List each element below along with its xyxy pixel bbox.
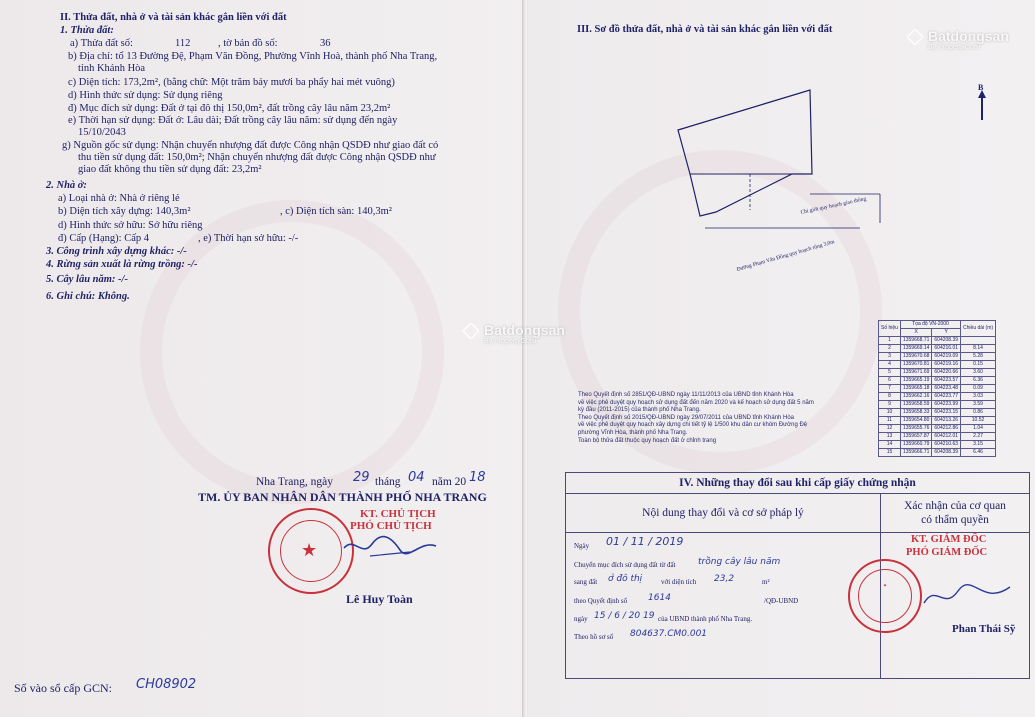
coord-header-system: Tọa độ VN-2000 — [900, 321, 960, 329]
coord-row — [879, 337, 996, 345]
coord-cell: 0.86 — [961, 409, 996, 417]
coord-cell: 6.46 — [961, 449, 996, 457]
usage-term-line-2: 15/10/2043 — [78, 127, 126, 138]
coord-cell: 1359670.68 — [900, 353, 931, 361]
coord-cell: 604223.99 — [932, 401, 961, 409]
coord-cell: 604212.01 — [932, 433, 961, 441]
coordinates-body — [879, 337, 996, 457]
coord-cell: 10.52 — [961, 417, 996, 425]
coord-cell: 1359660.79 — [900, 441, 931, 449]
entry-decision-date: 15 / 6 / 20 19 — [594, 611, 655, 621]
coord-cell: 11 — [879, 417, 901, 425]
parcel-boundary — [678, 90, 812, 216]
coord-cell: 604216.01 — [932, 345, 961, 353]
note-line: Theo Quyết định số 2015/QĐ-UBND ngày 29/07/2011 của UBND tỉnh Khánh Hòa — [578, 414, 795, 421]
section-iii-title: III. Sơ đồ thửa đất, nhà ở và tài sản khác gắn liền với đất — [577, 24, 833, 35]
watermark-center: Batdongsan By PropertyGuru — [462, 322, 565, 345]
note-line: về việc phê duyệt quy hoạch sử dụng đất đến năm 2020 và kế hoạch sử dụng đất 5 năm — [578, 399, 814, 406]
entry-file-value: 804637.CM0.001 — [630, 629, 708, 639]
map-sheet-value: 36 — [320, 38, 331, 49]
note-line: kỳ đầu (2011-2015) của thành phố Nha Trang. — [578, 407, 701, 414]
coord-cell: 1359665.18 — [900, 385, 931, 393]
note-line: 6. Ghi chú: Không. — [46, 291, 130, 302]
entry-date-label: Ngày — [574, 542, 590, 550]
entry-date-value: 01 / 11 / 2019 — [606, 535, 684, 548]
coord-cell: 604223.57 — [932, 377, 961, 385]
coord-row — [879, 433, 996, 441]
origin-line-1: g) Nguồn gốc sử dụng: Nhận chuyển nhượng đất được Công nhận QSDĐ như giao đất có — [62, 140, 439, 151]
coord-cell: 1359665.19 — [900, 377, 931, 385]
coord-cell: 604223.48 — [932, 385, 961, 393]
land-heading: 1. Thửa đất: — [60, 25, 114, 36]
coord-cell: 604219.09 — [932, 353, 961, 361]
gcn-registry-value: CH08902 — [136, 677, 197, 692]
house-build-area: b) Diện tích xây dựng: 140,3m² — [58, 206, 191, 217]
coord-row — [879, 369, 996, 377]
coord-cell: 1359657.87 — [900, 433, 931, 441]
signer-name-right: Phan Thái Sỹ — [952, 623, 1016, 635]
coord-cell: 14 — [879, 441, 901, 449]
coord-cell: 604213.26 — [932, 417, 961, 425]
coord-cell: 604220.66 — [932, 369, 961, 377]
coord-row — [879, 377, 996, 385]
north-label: B — [978, 83, 984, 92]
parcel-number-label: a) Thửa đất số: — [70, 38, 133, 49]
plan-label: Chỉ giới quy hoạch giao thông — [800, 196, 867, 216]
house-type-line: a) Loại nhà ở: Nhà ở riêng lẻ — [58, 193, 180, 204]
coord-cell: 1359658.33 — [900, 409, 931, 417]
issue-month-label: tháng — [375, 476, 401, 488]
coord-row — [879, 441, 996, 449]
usage-form-line: d) Hình thức sử dụng: Sử dụng riêng — [68, 90, 223, 101]
planning-notes — [578, 392, 878, 445]
coord-row — [879, 449, 996, 457]
coord-row — [879, 345, 996, 353]
coord-cell: 1359658.59 — [900, 401, 931, 409]
origin-line-2: thu tiền sử dụng đất: 150,0m²; Nhận chuyển nhượng đất được Công nhận QSDĐ như — [78, 152, 436, 163]
house-floor-area: , c) Diện tích sàn: 140,3m² — [280, 206, 392, 217]
section-ii-title: II. Thửa đất, nhà ở và tài sản khác gắn liền với đất — [60, 12, 287, 23]
brand-logo-icon — [462, 322, 480, 340]
official-seal-right — [848, 559, 922, 633]
coord-cell: 604208.39 — [932, 449, 961, 457]
house-grade: đ) Cấp (Hạng): Cấp 4 — [58, 233, 149, 244]
house-ownership-line: d) Hình thức sở hữu: Sở hữu riêng — [58, 220, 203, 231]
coord-cell: 3.59 — [961, 401, 996, 409]
coord-cell: 604210.63 — [932, 441, 961, 449]
coord-cell: 1359666.71 — [900, 449, 931, 457]
house-term: , e) Thời hạn sở hữu: -/- — [198, 233, 299, 244]
coord-cell: 604212.86 — [932, 425, 961, 433]
coord-cell: 8.14 — [961, 345, 996, 353]
coord-header-length: Chiều dài (m) — [961, 321, 996, 337]
coord-row — [879, 353, 996, 361]
entry-area-value: 23,2 — [714, 574, 735, 584]
coord-cell: 1359671.69 — [900, 369, 931, 377]
confirm-header-line-2: có thẩm quyền — [921, 514, 989, 526]
issue-day: 29 — [353, 470, 370, 485]
coord-row — [879, 361, 996, 369]
coord-cell: 3.15 — [961, 441, 996, 449]
note-line: phường Vĩnh Hòa, thành phố Nha Trang. — [578, 429, 688, 436]
note-line: Toàn bộ thửa đất thuộc quy hoạch đất ở chỉnh trang — [578, 437, 717, 444]
entry-decision-issuer: của UBND thành phố Nha Trang. — [658, 615, 753, 623]
coord-cell: 9 — [879, 401, 901, 409]
coord-cell: 1359654.80 — [900, 417, 931, 425]
coord-cell: 1359670.81 — [900, 361, 931, 369]
usage-purpose-line: đ) Mục đích sử dụng: Đất ở tại đô thị 150,0m², đất trồng cây lâu năm 23,2m² — [68, 103, 391, 114]
entry-decision-label: theo Quyết định số — [574, 597, 628, 605]
kt-chairman: KT. CHỦ TỊCH — [360, 508, 436, 520]
signer-name-left: Lê Huy Toàn — [346, 592, 413, 606]
coord-cell: 0.09 — [961, 385, 996, 393]
coord-cell: 6.36 — [961, 377, 996, 385]
coord-cell: 7 — [879, 385, 901, 393]
coord-row — [879, 409, 996, 417]
coord-header-x: X — [900, 329, 931, 337]
house-heading: 2. Nhà ở: — [46, 180, 87, 191]
coord-cell: 5.28 — [961, 353, 996, 361]
forest-line: 4. Rừng sản xuất là rừng trồng: -/- — [46, 259, 198, 270]
area-line: c) Diện tích: 173,2m², (bằng chữ: Một trăm bảy mươi ba phẩy hai mét vuông) — [68, 77, 395, 88]
vice-chairman: PHÓ CHỦ TỊCH — [350, 520, 432, 532]
entry-change-to-value: ở đô thị — [608, 574, 643, 584]
entry-file-label: Theo hồ sơ số — [574, 633, 614, 641]
coord-cell: 1.04 — [961, 425, 996, 433]
coord-cell: 3.60 — [961, 369, 996, 377]
issue-year: 18 — [469, 470, 486, 485]
coord-cell: 4 — [879, 361, 901, 369]
changes-section — [565, 472, 1030, 679]
coord-header-y: Y — [932, 329, 961, 337]
road-label: Đường Phạm Văn Đồng quy hoạch rộng 3,0m — [736, 239, 836, 273]
coord-cell: 6 — [879, 377, 901, 385]
address-line-2: tỉnh Khánh Hòa — [78, 63, 146, 74]
deputy-director: PHÓ GIÁM ĐỐC — [906, 547, 988, 558]
issue-date-prefix: Nha Trang, ngày — [256, 476, 333, 488]
address-line-1: b) Địa chỉ: tổ 13 Đường Đệ, Phạm Văn Đồng, Phường Vĩnh Hoà, thành phố Nha Trang, — [68, 51, 438, 62]
coord-row — [879, 425, 996, 433]
signature-right — [918, 577, 1018, 617]
star-icon: ★ — [301, 540, 318, 560]
coord-header-id: Số hiệu — [879, 321, 901, 337]
coord-cell: 8 — [879, 393, 901, 401]
coord-row — [879, 385, 996, 393]
changes-section-title: IV. Những thay đổi sau khi cấp giấy chứng nhận — [566, 473, 1029, 494]
usage-term-line-1: e) Thời hạn sử dụng: Đất ở: Lâu dài; Đất trồng cây lâu năm: sử dụng đến ngày — [68, 115, 398, 126]
parcel-number-value: 112 — [175, 38, 191, 49]
coord-cell: 2 — [879, 345, 901, 353]
kt-director: KT. GIÁM ĐỐC — [911, 534, 987, 545]
issuing-authority: TM. ỦY BAN NHÂN DÂN THÀNH PHỐ NHA TRANG — [198, 490, 487, 504]
coord-cell: 5 — [879, 369, 901, 377]
gcn-registry-label: Số vào sổ cấp GCN: — [14, 681, 112, 695]
coord-cell: 3.03 — [961, 393, 996, 401]
coord-row — [879, 393, 996, 401]
entry-area-label: với diện tích — [661, 578, 697, 586]
coord-cell: 2.27 — [961, 433, 996, 441]
entry-decision-suffix: /QĐ-UBND — [764, 597, 799, 605]
note-line: về việc phê duyệt quy hoạch xây dựng chi tiết tỷ lệ 1/500 khu dân cư khóm Đường Đệ — [578, 422, 808, 429]
brand-logo-icon — [906, 28, 924, 46]
coord-cell: 1359668.71 — [900, 337, 931, 345]
coord-cell: 1 — [879, 337, 901, 345]
coord-cell: 3 — [879, 353, 901, 361]
coord-cell: 1359662.16 — [900, 393, 931, 401]
watermark-top-right: Batdongsan By PropertyGuru — [906, 28, 1009, 51]
coord-cell: 604208.39 — [932, 337, 961, 345]
coord-cell: 10 — [879, 409, 901, 417]
note-line: Theo Quyết định số 2851/QĐ-UBND ngày 11/11/2013 của UBND tỉnh Khánh Hòa — [578, 392, 794, 398]
coord-cell: 1359655.76 — [900, 425, 931, 433]
origin-line-3: giao đất không thu tiền sử dụng đất: 23,2m² — [78, 164, 262, 175]
coord-row — [879, 401, 996, 409]
changes-confirm-header — [881, 494, 1029, 533]
coord-cell — [961, 337, 996, 345]
entry-area-unit: m² — [762, 578, 770, 586]
entry-decision-value: 1614 — [648, 593, 671, 603]
coord-cell: 604223.15 — [932, 409, 961, 417]
map-sheet-label: , tờ bản đồ số: — [218, 38, 278, 49]
coord-cell: 1359669.14 — [900, 345, 931, 353]
coord-row — [879, 417, 996, 425]
issue-year-label: năm 20 — [432, 476, 467, 488]
coord-cell: 604219.16 — [932, 361, 961, 369]
coord-cell: 12 — [879, 425, 901, 433]
coord-cell: 13 — [879, 433, 901, 441]
entry-decision-date-label: ngày — [574, 615, 588, 623]
coord-cell: 0.15 — [961, 361, 996, 369]
entry-change-from: trồng cây lâu năm — [698, 557, 781, 567]
seal-text: ✦ — [882, 583, 888, 589]
entry-change-to-label: sang đất — [574, 578, 598, 586]
issue-month: 04 — [408, 470, 425, 485]
coord-cell: 604223.77 — [932, 393, 961, 401]
other-works-line: 3. Công trình xây dựng khác: -/- — [46, 246, 187, 257]
entry-change-label: Chuyển mục đích sử dụng đất từ đất — [574, 561, 676, 569]
perennial-line: 5. Cây lâu năm: -/- — [46, 274, 128, 285]
signature-left — [340, 528, 440, 564]
north-arrow — [975, 64, 989, 124]
coord-cell: 15 — [879, 449, 901, 457]
confirm-header-line-1: Xác nhận của cơ quan — [904, 500, 1006, 512]
changes-content-header: Nội dung thay đổi và cơ sở pháp lý — [566, 494, 880, 533]
parcel-sketch — [660, 78, 900, 258]
coordinates-table — [878, 320, 996, 457]
